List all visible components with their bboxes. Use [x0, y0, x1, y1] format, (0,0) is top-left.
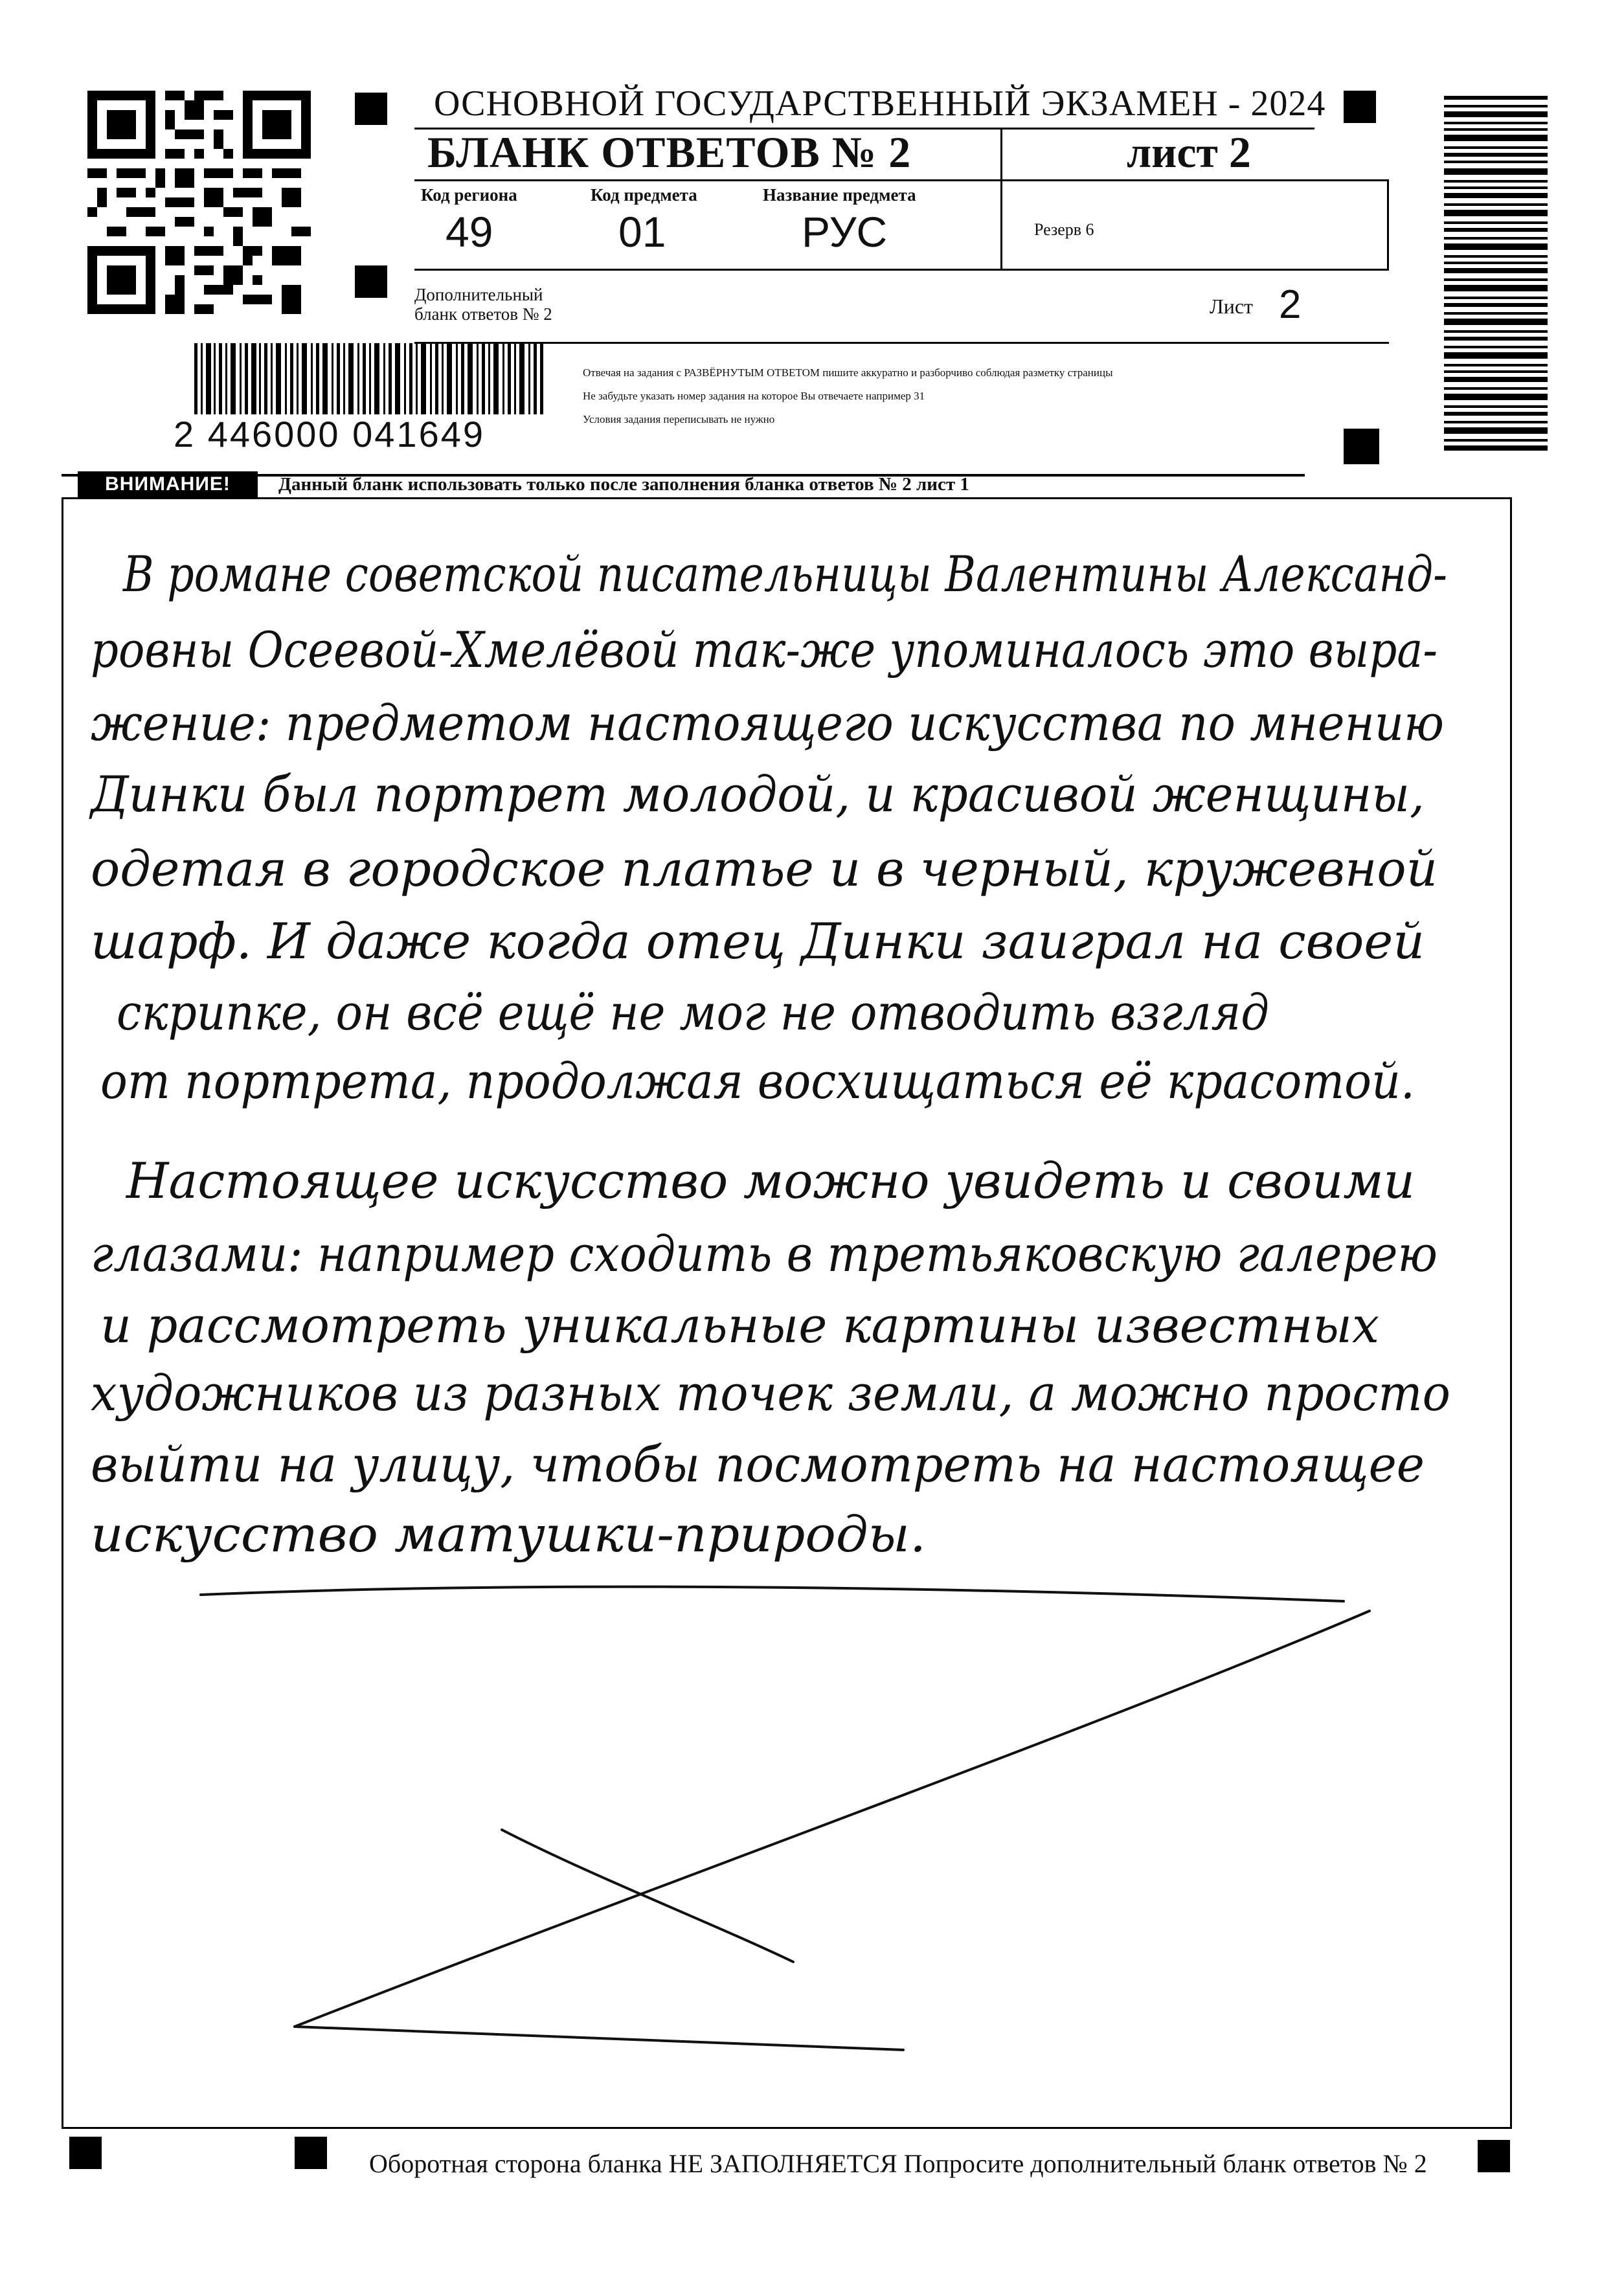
subject-code-label: Код предмета — [591, 185, 697, 205]
instruction-line: Не забудьте указать номер задания на которое Вы отвечаете например 31 — [583, 390, 925, 402]
answer-line: В романе советской писательницы Валентины Александ- — [122, 545, 1447, 603]
answer-line: скрипке, он всё ещё не мог не отводить взгляд — [117, 984, 1269, 1041]
additional-label-line: Дополнительный — [414, 285, 543, 304]
subject-name-label: Название предмета — [763, 185, 916, 205]
answer-line: от портрета, продолжая восхищаться её красотой. — [100, 1052, 1415, 1110]
subject-name-value: РУС — [802, 208, 888, 256]
answer-line: шарф. И даже когда отец Динки заиграл на своей — [91, 912, 1425, 970]
header-divider — [414, 269, 1389, 271]
header-divider — [1000, 129, 1002, 269]
instruction-line: Условия задания переписывать не нужно — [583, 413, 775, 425]
additional-label-line: бланк ответов № 2 — [414, 304, 552, 324]
instruction-line: Отвечая на задания с РАЗВЁРНУТЫМ ОТВЕТОМ пишите аккуратно и разборчиво соблюдая разметку страницы — [583, 366, 1113, 379]
attention-text: Данный бланк использовать только после заполнения бланка ответов № 2 лист 1 — [278, 474, 969, 495]
answer-line: глазами: например сходить в третьяковскую галерею — [91, 1225, 1438, 1283]
handwritten-answer — [62, 497, 1512, 2132]
instructions — [583, 361, 1392, 431]
cross-out-strokes — [201, 1587, 1370, 2050]
marker-square — [1478, 2140, 1510, 2172]
side-barcode — [1444, 96, 1548, 458]
marker-square — [355, 93, 387, 125]
list-value: 2 — [1279, 282, 1302, 327]
blank-title: БЛАНК ОТВЕТОВ № 2 — [427, 128, 912, 177]
answer-line: жение: предметом настоящего искусства по мнению — [91, 694, 1444, 752]
linear-barcode — [194, 343, 544, 418]
marker-square — [1344, 429, 1379, 464]
qr-code — [87, 91, 311, 317]
answer-line: искусство матушки-природы. — [91, 1505, 926, 1563]
answer-line: художников из разных точек земли, а можно просто — [91, 1364, 1450, 1422]
region-value: 49 — [445, 208, 493, 256]
header-divider — [414, 179, 1389, 181]
header-divider — [414, 342, 1389, 344]
exam-title: ОСНОВНОЙ ГОСУДАРСТВЕННЫЙ ЭКЗАМЕН - 2024 — [434, 84, 1326, 124]
header-divider — [1387, 179, 1389, 270]
marker-square — [355, 265, 387, 298]
attention-badge: ВНИМАНИЕ! — [78, 471, 258, 497]
subject-code-value: 01 — [618, 208, 666, 256]
footer-note: Оборотная сторона бланка НЕ ЗАПОЛНЯЕТСЯ Попросите дополнительный бланк ответов № 2 — [369, 2149, 1427, 2178]
barcode-number: 2 446000 041649 — [174, 414, 485, 455]
answer-line: ровны Осеевой-Хмелёвой так-же упоминалось это выра- — [91, 621, 1438, 679]
answer-line: выйти на улицу, чтобы посмотреть на настоящее — [91, 1435, 1425, 1493]
marker-square — [69, 2137, 102, 2169]
additional-blank-label — [414, 285, 552, 324]
answer-line: и рассмотреть уникальные картины известных — [100, 1296, 1379, 1354]
list-label: Лист — [1210, 295, 1254, 318]
reserve-label: Резерв 6 — [1034, 220, 1094, 239]
answer-line: Динки был портрет молодой, и красивой женщины, — [89, 765, 1425, 823]
region-label: Код региона — [421, 185, 517, 205]
sheet-title: лист 2 — [1127, 128, 1251, 177]
marker-square — [295, 2137, 327, 2169]
answer-line: Настоящее искусство можно увидеть и своими — [125, 1152, 1415, 1209]
marker-square — [1344, 91, 1376, 123]
answer-line: одетая в городское платье и в черный, кружевной — [91, 840, 1438, 897]
